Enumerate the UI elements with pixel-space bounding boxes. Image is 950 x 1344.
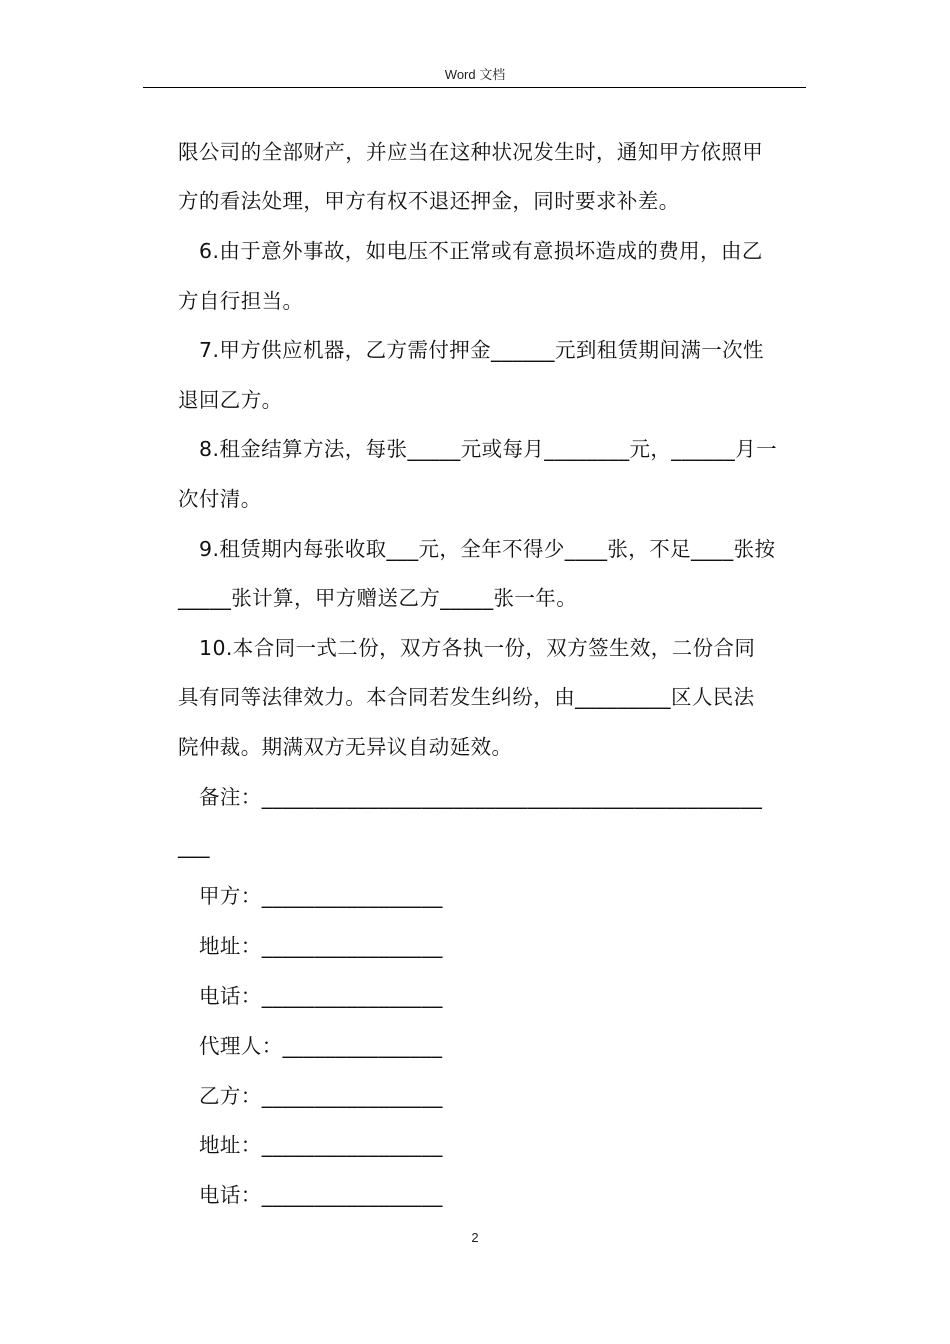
- clause-8-line-1: 8.租金结算方法，每张_____元或每月________元，______月一: [199, 437, 778, 461]
- clause-10-line-3: 院仲裁。期满双方无异议自动延效。: [178, 735, 513, 759]
- header-divider: [143, 87, 806, 88]
- clause-9-line-2: _____张计算，甲方赠送乙方_____张一年。: [178, 586, 578, 610]
- party-b-field: 乙方：_________________: [199, 1084, 443, 1108]
- party-a-field: 甲方：_________________: [199, 884, 443, 908]
- clause-10-line-2: 具有同等法律效力。本合同若发生纠纷，由_________区人民法: [178, 685, 755, 709]
- clause-7-line-1: 7.甲方供应机器，乙方需付押金______元到租赁期间满一次性: [199, 338, 764, 362]
- party-b-address-field: 地址：_________________: [199, 1133, 443, 1157]
- clause-6-line-2: 方自行担当。: [178, 289, 304, 313]
- clause-6-line-1: 6.由于意外事故，如电压不正常或有意损坏造成的费用，由乙: [199, 239, 763, 263]
- party-b-phone-field: 电话：_________________: [199, 1183, 443, 1207]
- clause-9-line-1: 9.租赁期内每张收取___元，全年不得少____张，不足____张按: [199, 537, 776, 561]
- party-a-phone-field: 电话：_________________: [199, 984, 443, 1008]
- clause-8-line-2: 次付清。: [178, 487, 262, 511]
- clause-10-line-1: 10.本合同一式二份，双方各执一份，双方签生效，二份合同: [199, 636, 756, 660]
- body-line-2: 方的看法处理，甲方有权不退还押金，同时要求补差。: [178, 189, 680, 213]
- clause-7-line-2: 退回乙方。: [178, 388, 283, 412]
- page-number: 2: [471, 1230, 479, 1245]
- remarks-continuation: ___: [178, 834, 210, 858]
- page-header-title: Word 文档: [444, 67, 506, 82]
- agent-field: 代理人：_______________: [199, 1034, 443, 1058]
- body-line-1: 限公司的全部财产，并应当在这种状况发生时，通知甲方依照甲: [178, 140, 764, 164]
- party-a-address-field: 地址：_________________: [199, 934, 443, 958]
- remarks-line: 备注：_______________________________________________: [199, 785, 763, 809]
